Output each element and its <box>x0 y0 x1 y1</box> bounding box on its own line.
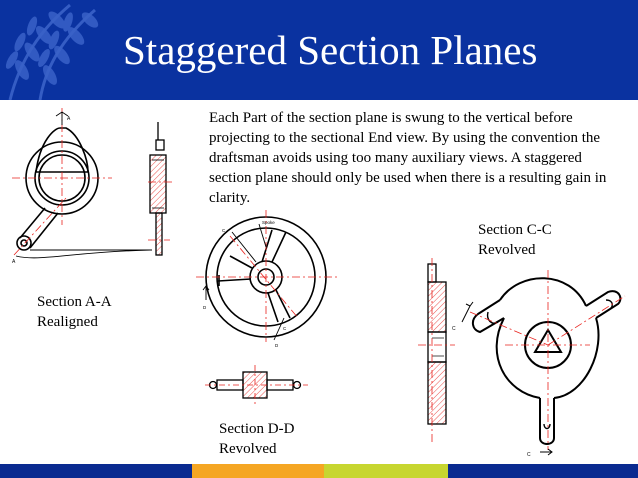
hub-front-view <box>473 278 620 444</box>
slide-title: Staggered Section Planes <box>123 27 538 73</box>
caption-section-aa-line2: Realigned <box>37 314 98 330</box>
label-d-bottom: D <box>275 343 279 348</box>
description-text: Each Part of the section plane is swung to the vertical before projecting to the sectional End view. By using the convention the draftsman avoids using too many auxiliary views. A staggered section plane should only be used when there is a resulting gain in clarity. <box>209 110 607 206</box>
footer-segment-green <box>324 464 448 478</box>
footer-segment-blue <box>0 464 192 478</box>
label-c-upper: C <box>222 228 226 233</box>
lever-centerlines <box>12 108 112 255</box>
lever-section-view <box>150 122 166 255</box>
caption-section-cc-line1: Section C-C <box>478 222 552 238</box>
caption-section-dd-line2: Revolved <box>219 441 277 457</box>
wheel-section-view <box>428 264 446 424</box>
label-a-bottom: A <box>12 259 16 265</box>
label-d-left: D <box>203 305 207 310</box>
footer-segment-navy <box>448 464 638 478</box>
caption-section-dd-line1: Section D-D <box>219 421 295 437</box>
caption-section-aa <box>37 292 112 332</box>
caption-section-aa-line1: Section A-A <box>37 294 112 310</box>
caption-section-cc-line2: Revolved <box>478 242 536 258</box>
label-spoke: Spoke <box>262 220 275 225</box>
label-c-lower: C <box>283 326 287 331</box>
label-c-right-lower: C <box>527 452 531 458</box>
footer-bar <box>0 464 638 478</box>
caption-section-cc <box>478 220 552 260</box>
caption-section-dd <box>219 419 294 459</box>
label-a-top: A <box>67 116 71 122</box>
footer-segment-orange <box>192 464 324 478</box>
spoke-section-centerline <box>205 365 308 405</box>
lever-front-view <box>17 128 98 250</box>
label-c-right-upper: C <box>452 326 456 332</box>
